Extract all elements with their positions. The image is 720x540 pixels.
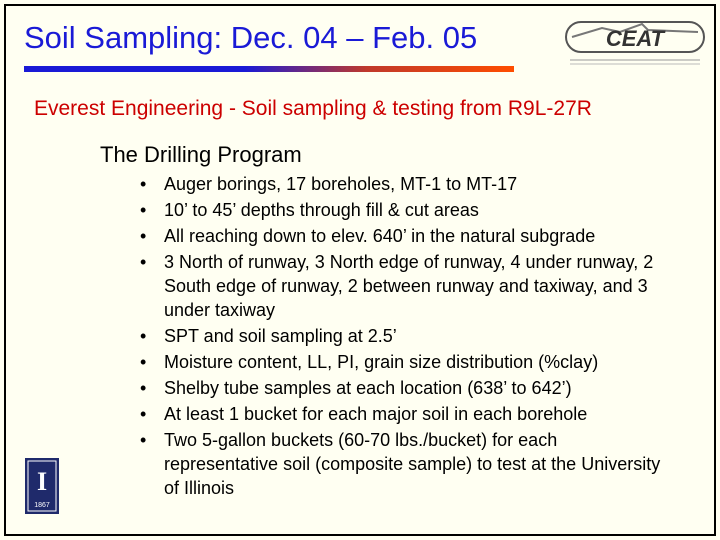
bullet-text: Shelby tube samples at each location (638’ to 642’) xyxy=(164,378,572,398)
bullet-text: All reaching down to elev. 640’ in the natural subgrade xyxy=(164,226,596,246)
bullet-icon: • xyxy=(140,226,147,246)
slide-title: Soil Sampling: Dec. 04 – Feb. 05 xyxy=(24,20,478,55)
bullet-text: SPT and soil sampling at 2.5’ xyxy=(164,326,397,346)
title-underline xyxy=(24,66,514,72)
bullet-icon: • xyxy=(140,404,147,424)
bullet-item xyxy=(140,376,670,400)
bullet-icon: • xyxy=(140,200,147,220)
bullet-text: Moisture content, LL, PI, grain size distribution (%clay) xyxy=(164,352,599,372)
bullet-icon: • xyxy=(140,352,147,372)
bullet-item xyxy=(140,224,670,248)
seal-letter: I xyxy=(36,467,48,496)
bullet-icon: • xyxy=(140,430,147,450)
bullet-item xyxy=(140,428,670,500)
bullet-item xyxy=(140,402,670,426)
bullet-item xyxy=(140,250,670,322)
ceat-logo-icon xyxy=(562,14,708,72)
bullet-icon: • xyxy=(140,326,147,346)
university-of-illinois-seal-icon xyxy=(25,458,59,514)
bullet-icon: • xyxy=(140,174,147,194)
bullet-item xyxy=(140,324,670,348)
logo-text: CEAT xyxy=(605,26,665,51)
bullet-text: Auger borings, 17 boreholes, MT-1 to MT-17 xyxy=(164,174,518,194)
bullet-item xyxy=(140,350,670,374)
slide-subtitle: Everest Engineering - Soil sampling & testing from R9L-27R xyxy=(34,97,592,120)
bullet-item xyxy=(140,198,670,222)
bullet-list xyxy=(140,172,670,502)
bullet-text: 3 North of runway, 3 North edge of runway, 4 under runway, 2 South edge of runway, 2 between runway and taxiway, and 3 under taxiway xyxy=(164,252,654,320)
bullet-text: Two 5-gallon buckets (60-70 lbs./bucket) for each representative soil (composite sample) to test at the University of Illinois xyxy=(164,430,661,498)
bullet-icon: • xyxy=(140,252,147,272)
seal-year: 1867 xyxy=(34,502,50,509)
section-heading: The Drilling Program xyxy=(100,142,302,167)
bullet-icon: • xyxy=(140,378,147,398)
bullet-item xyxy=(140,172,670,196)
bullet-text: 10’ to 45’ depths through fill & cut areas xyxy=(164,200,479,220)
bullet-text: At least 1 bucket for each major soil in each borehole xyxy=(164,404,588,424)
